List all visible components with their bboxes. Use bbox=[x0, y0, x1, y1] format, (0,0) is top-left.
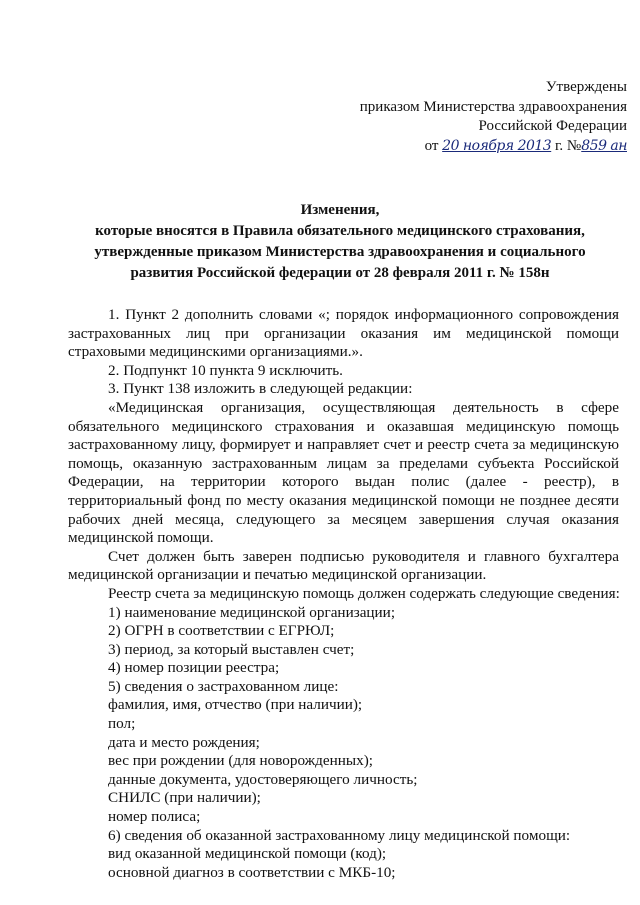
approval-line-2: приказом Министерства здравоохранения bbox=[359, 98, 627, 115]
title-line-4: развития Российской федерации от 28 февраля 2011 г. № 158н bbox=[130, 265, 550, 281]
list-item: 3) период, за который выставлен счет; bbox=[108, 640, 355, 658]
document-title bbox=[60, 200, 620, 284]
document-body bbox=[68, 306, 619, 882]
approval-line-1: Утверждены bbox=[545, 79, 627, 95]
details-list bbox=[68, 604, 619, 883]
paragraph-1: 1. Пункт 2 дополнить словами «; порядок информационного сопровождения застрахованных лиц при организации оказания им медицинской помощи страховыми медицинскими организациями.». bbox=[68, 306, 619, 361]
list-item: пол; bbox=[108, 715, 136, 733]
list-item: 1) наименование медицинской организации; bbox=[108, 603, 396, 621]
approval-line-3: Российской Федерации bbox=[478, 118, 627, 134]
title-line-3: утвержденные приказом Министерства здравоохранения и социального bbox=[94, 244, 586, 260]
list-item: 4) номер позиции реестра; bbox=[108, 659, 280, 677]
paragraph-2: 2. Подпункт 10 пункта 9 исключить. bbox=[108, 361, 343, 379]
list-item: СНИЛС (при наличии); bbox=[108, 789, 261, 807]
list-item: 6) сведения об оказанной застрахованному лицу медицинской помощи: bbox=[108, 826, 571, 844]
paragraph-5: Счет должен быть заверен подписью руководителя и главного бухгалтера медицинской организации и печатью медицинской организации. bbox=[68, 547, 619, 584]
paragraph-3: 3. Пункт 138 изложить в следующей редакции: bbox=[108, 380, 413, 398]
list-item: 5) сведения о застрахованном лице: bbox=[108, 677, 339, 695]
paragraph-6: Реестр счета за медицинскую помощь должен содержать следующие сведения: bbox=[108, 584, 620, 602]
title-line-2: которые вносятся в Правила обязательного медицинского страхования, bbox=[95, 223, 585, 239]
list-item: фамилия, имя, отчество (при наличии); bbox=[108, 696, 363, 714]
list-item: дата и место рождения; bbox=[108, 733, 260, 751]
list-item: 2) ОГРН в соответствии с ЕГРЮЛ; bbox=[108, 622, 335, 640]
from-prefix: от bbox=[424, 137, 439, 154]
approval-date-line bbox=[360, 137, 627, 157]
year-suffix: г. № bbox=[554, 137, 582, 154]
approval-block bbox=[360, 78, 627, 156]
list-item: номер полиса; bbox=[108, 808, 201, 826]
list-item: основной диагноз в соответствии с МКБ-10; bbox=[108, 863, 396, 881]
list-item: вид оказанной медицинской помощи (код); bbox=[108, 845, 387, 863]
handwritten-number: 859 ан bbox=[581, 137, 627, 154]
list-item: вес при рождении (для новорожденных); bbox=[108, 752, 373, 770]
title-line-1: Изменения, bbox=[300, 202, 380, 218]
paragraph-4: «Медицинская организация, осуществляющая деятельность в сфере обязательного медицинского страхования и оказавшая медицинскую помощь застрахованному лицу, формирует и направляет счет и реестр счета за медицинскую помощь, оказанную застрахованным лицам за пределами субъекта Российской Федерации, на территории которого выдан полис (далее - реестр), в территориальный фонд по месту оказания медицинской помощи не позднее десяти рабочих дней месяца, следующего за месяцем завершения случая оказания медицинской помощи. bbox=[68, 398, 619, 547]
list-item: данные документа, удостоверяющего личность; bbox=[108, 770, 418, 788]
handwritten-date: 20 ноября 2013 bbox=[442, 137, 552, 154]
